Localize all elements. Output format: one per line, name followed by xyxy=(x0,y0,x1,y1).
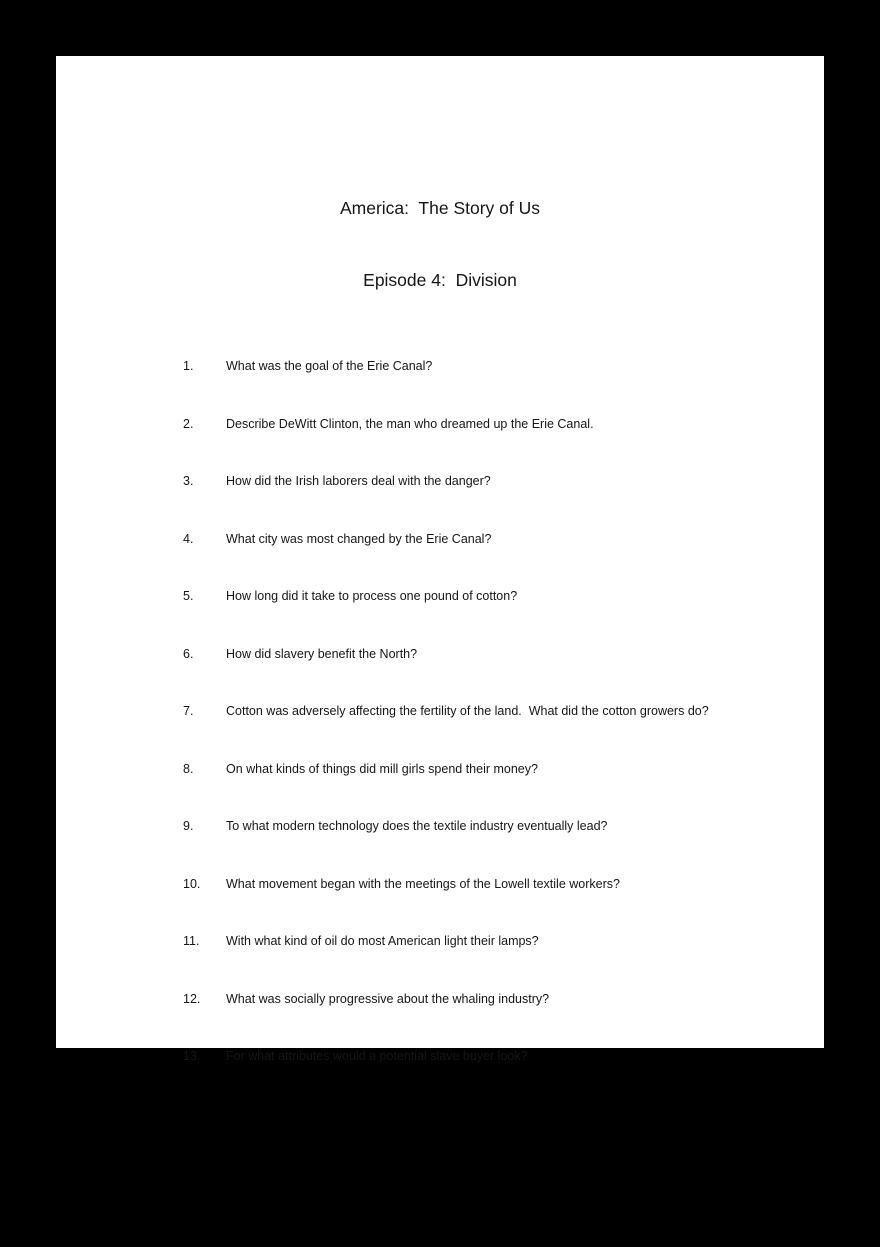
question-text: What was the goal of the Erie Canal? xyxy=(226,359,433,373)
question-item xyxy=(56,359,824,373)
question-number: 2. xyxy=(183,416,194,431)
title-line-2: Episode 4: Division xyxy=(363,270,517,290)
question-number: 13. xyxy=(183,1049,201,1063)
question-item xyxy=(56,992,824,1006)
question-text: How did slavery benefit the North? xyxy=(226,646,418,661)
question-text: For what attributes would a potential slave buyer look? xyxy=(226,1049,528,1063)
question-list xyxy=(56,359,824,1063)
title-line-1: America: The Story of Us xyxy=(339,198,541,218)
question-item xyxy=(56,647,824,661)
question-number: 5. xyxy=(183,589,194,603)
question-text: Cotton was adversely affecting the fertility of the land. What did the cotton growers do? xyxy=(226,704,709,718)
question-item xyxy=(56,589,824,603)
question-item xyxy=(56,934,824,948)
question-number: 10. xyxy=(183,876,201,891)
question-number: 8. xyxy=(183,761,194,776)
question-text: On what kinds of things did mill girls spend their money? xyxy=(226,761,538,776)
question-text: What was socially progressive about the whaling industry? xyxy=(226,991,550,1006)
question-text: With what kind of oil do most American light their lamps? xyxy=(226,934,539,948)
question-item xyxy=(56,532,824,546)
question-number: 1. xyxy=(183,359,194,373)
question-text: What movement began with the meetings of the Lowell textile workers? xyxy=(226,876,620,891)
question-number: 3. xyxy=(183,474,194,488)
question-item xyxy=(56,704,824,718)
question-item xyxy=(56,877,824,891)
question-text: Describe DeWitt Clinton, the man who dreamed up the Erie Canal. xyxy=(226,416,594,431)
question-text: How long did it take to process one pound of cotton? xyxy=(226,589,518,603)
question-text: To what modern technology does the textile industry eventually lead? xyxy=(226,819,608,833)
question-item xyxy=(56,762,824,776)
question-number: 12. xyxy=(183,991,201,1006)
question-item xyxy=(56,474,824,488)
question-item xyxy=(56,819,824,833)
question-number: 4. xyxy=(183,531,194,546)
document-page xyxy=(56,56,824,1063)
question-item xyxy=(56,417,824,431)
question-text: What city was most changed by the Erie Canal? xyxy=(226,531,492,546)
question-number: 9. xyxy=(183,819,194,833)
question-number: 11. xyxy=(183,934,200,948)
document-title xyxy=(56,56,824,340)
question-number: 7. xyxy=(183,704,194,718)
question-item xyxy=(56,1049,824,1063)
question-text: How did the Irish laborers deal with the danger? xyxy=(226,474,491,488)
question-number: 6. xyxy=(183,646,194,661)
